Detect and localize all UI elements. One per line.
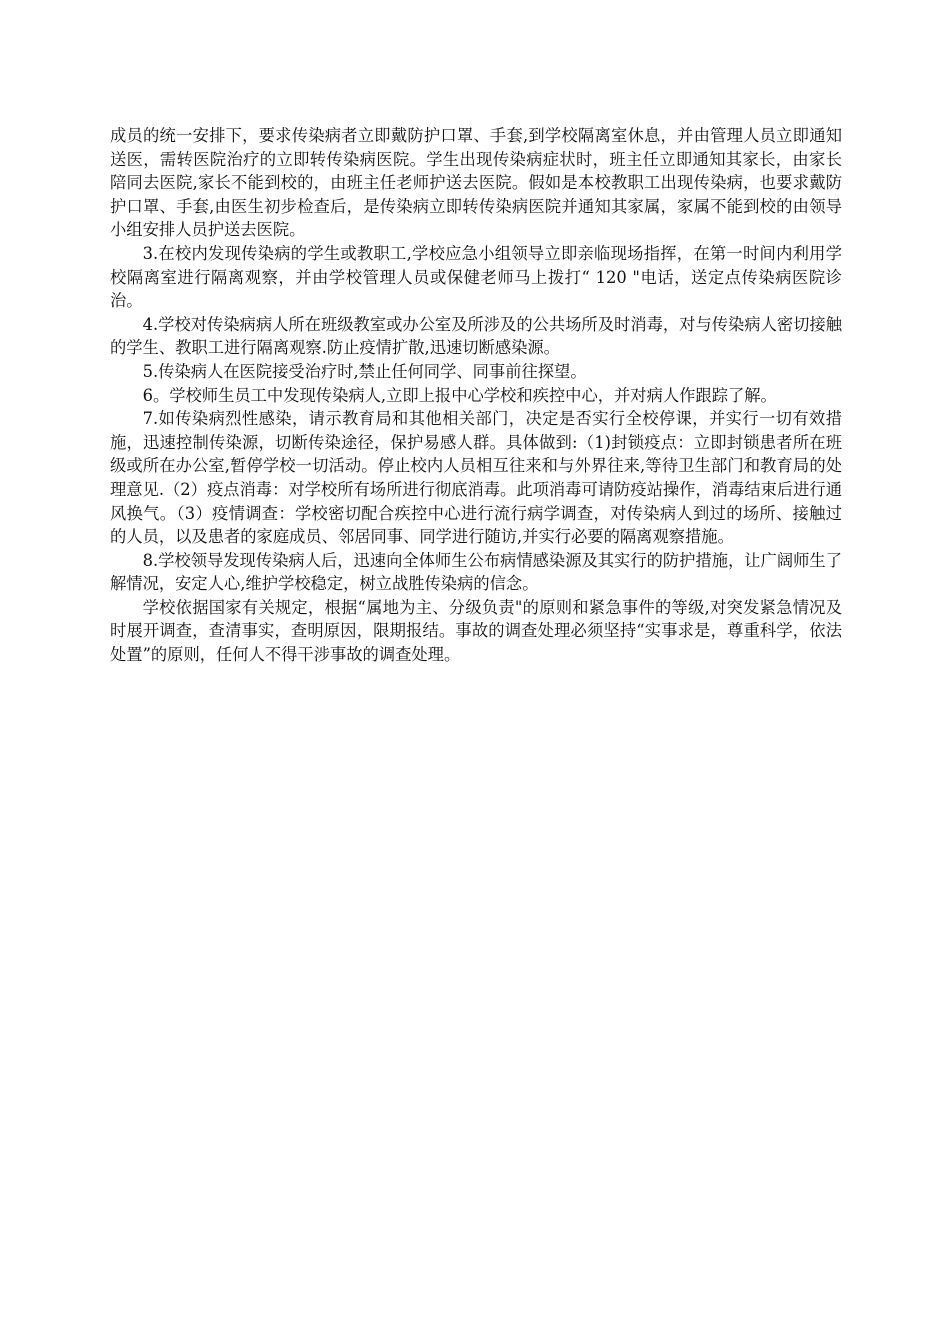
paragraph-5: 6。学校师生员工中发现传染病人,立即上报中心学校和疾控中心，并对病人作跟踪了解。	[142, 385, 777, 405]
paragraph-6: 7.如传染病烈性感染，请示教育局和其他相关部门，决定是否实行全校停课，并实行一切有效措施，迅速控制传染源，切断传染途径，保护易感人群。具体做到:（1)封锁疫点：立即封锁患者所在班级或所在办公室,暂停学校一切活动。停止校内人员相互往来和与外界往来,等待卫生部门和教育局的处理意见.（2）疫点消毒：对学校所有场所进行彻底消毒。此项消毒可请防疫站操作，消毒结束后进行通风换气。（3）疫情调查：学校密切配合疾控中心进行流行病学调查，对传染病人到过的场所、接触过的人员，以及患者的家庭成员、邻居同事、同学进行随访,并实行必要的隔离观察措施。	[110, 409, 842, 547]
paragraph-8: 学校依据国家有关规定，根据“属地为主、分级负责"的原则和紧急事件的等级,对突发紧急情况及时展开调查，查清事实，查明原因，限期报结。事故的调查处理必须坚持“实事求是，尊重科学，依法处置”的原则，任何人不得干涉事故的调查处理。	[110, 597, 842, 665]
document-body	[110, 124, 842, 667]
paragraph-4: 5.传染病人在医院接受治疗时,禁止任何同学、同事前往探望。	[142, 361, 587, 381]
paragraph-1: 成员的统一安排下，要求传染病者立即戴防护口罩、手套,到学校隔离室休息，并由管理人员立即通知送医，需转医院治疗的立即转传染病医院。学生出现传染病症状时，班主任立即通知其家长，由家长陪同去医院,家长不能到校的，由班主任老师护送去医院。假如是本校教职工出现传染病，也要求戴防护口罩、手套,由医生初步检查后，是传染病立即转传染病医院并通知其家属，家属不能到校的由领导小组安排人员护送去医院。	[110, 126, 842, 240]
paragraph-3: 4.学校对传染病病人所在班级教室或办公室及所涉及的公共场所及时消毒，对与传染病人密切接触的学生、教职工进行隔离观察.防止疫情扩散,迅速切断感染源。	[110, 314, 842, 358]
paragraph-7: 8.学校领导发现传染病人后，迅速向全体师生公布病情感染源及其实行的防护措施，让广阔师生了解情况，安定人心,维护学校稳定，树立战胜传染病的信念。	[110, 550, 842, 594]
paragraph-2: 3.在校内发现传染病的学生或教职工,学校应急小组领导立即亲临现场指挥，在第一时间内利用学校隔离室进行隔离观察，并由学校管理人员或保健老师马上拨打“ 120 "电话，送定点传染病医院诊治。	[110, 243, 842, 311]
